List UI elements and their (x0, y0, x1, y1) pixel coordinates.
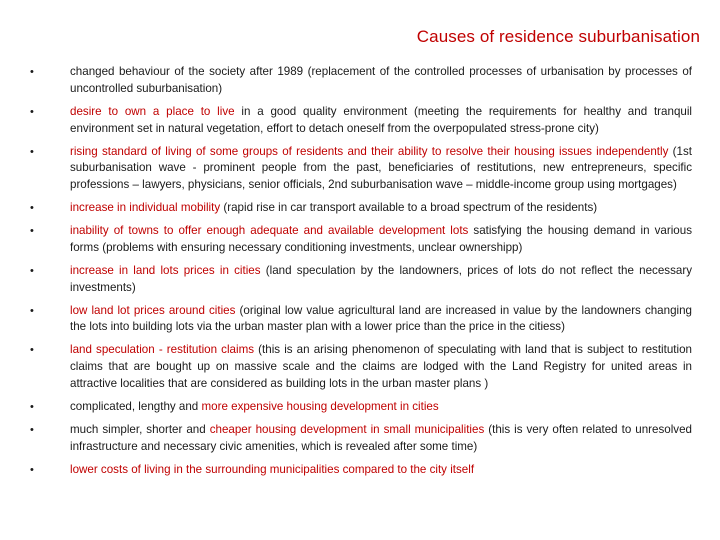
body-text: complicated, lengthy and (70, 400, 202, 414)
body-text: (this is an arising phenomenon of speculating with land that is subject to restitution claims that are bought up on massive scale and the claims are lodged with the Land Registry for united areas in attractive localities that are considered as building lots in the urban master plans ) (70, 343, 692, 391)
bullet-item (0, 104, 720, 138)
highlighted-text: increase in land lots prices in cities (70, 263, 261, 277)
bullet-item (0, 303, 720, 337)
bullet-dot-icon: • (30, 401, 34, 414)
bullet-dot-icon: • (30, 66, 34, 78)
bullet-list (0, 64, 720, 485)
bullet-item (0, 144, 720, 194)
body-text: in a good quality environment (meeting the requirements for healthy and tranquil environment set in natural vegetation, effort to detach oneself from the overpopulated stress-prone city) (70, 104, 692, 135)
body-text: (land speculation by the landowners, prices of lots do not reflect the necessary investments) (70, 263, 692, 294)
bullet-dot-icon: • (30, 202, 34, 215)
bullet-dot-icon: • (30, 424, 34, 437)
bullet-dot-icon: • (30, 344, 34, 357)
page-title: Causes of residence suburbanisation (416, 27, 700, 46)
highlighted-text: inability of towns to offer enough adequate and available development lots (70, 224, 469, 238)
bullet-dot-icon: • (30, 145, 34, 158)
bullet-item (0, 342, 720, 392)
bullet-dot-icon: • (30, 264, 34, 277)
highlighted-text: more expensive housing development in cities (201, 400, 439, 414)
highlighted-text: land speculation - restitution claims (70, 343, 255, 357)
highlighted-text: cheaper housing development in small municipalities (209, 423, 485, 437)
bullet-dot-icon: • (30, 105, 34, 118)
body-text: (original low value agricultural land are increased in value by the landowners changing the lots into building lots via the urban master plan with a lower price than the price in the citiess) (70, 303, 693, 334)
body-text: (this is very often related to unresolved infrastructure and necessary civic amenities, which is revealed after some time) (70, 423, 693, 453)
bullet-dot-icon: • (30, 225, 34, 238)
highlighted-text: desire to own a place to live (70, 104, 235, 118)
bullet-item (0, 200, 720, 217)
bullet-item (0, 263, 720, 297)
bullet-item (0, 399, 720, 416)
highlighted-text: increase in individual mobility (70, 201, 221, 215)
body-text: (1st suburbanisation wave - prominent people from the past, beneficiaries of restitutions, new entrepreneurs, specific professions – lawyers, physicians, senior officials, 2nd suburbanisation wave – middle-income group using mortgages) (70, 144, 692, 192)
bullet-dot-icon: • (30, 304, 34, 317)
bullet-item (0, 64, 720, 98)
body-text: satisfying the housing demand in various forms (problems with ensuring necessary conditioning investments, unclear ownershipp) (70, 224, 692, 254)
highlighted-text: low land lot prices around cities (70, 303, 236, 317)
body-text: much simpler, shorter and (70, 423, 210, 437)
bullet-item (0, 422, 720, 456)
body-text: (rapid rise in car transport available to a broad spectrum of the residents) (220, 201, 598, 215)
body-text: changed behaviour of the society after 1989 (replacement of the controlled processes of urbanisation by processes of uncontrolled suburbanisation) (70, 65, 692, 95)
highlighted-text: lower costs of living in the surrounding municipalities compared to the city itself (70, 462, 475, 476)
bullet-dot-icon: • (30, 463, 34, 476)
highlighted-text: rising standard of living of some groups of residents and their ability to resolve their housing issues independently (70, 144, 669, 158)
bullet-item (0, 462, 720, 479)
bullet-item (0, 223, 720, 257)
